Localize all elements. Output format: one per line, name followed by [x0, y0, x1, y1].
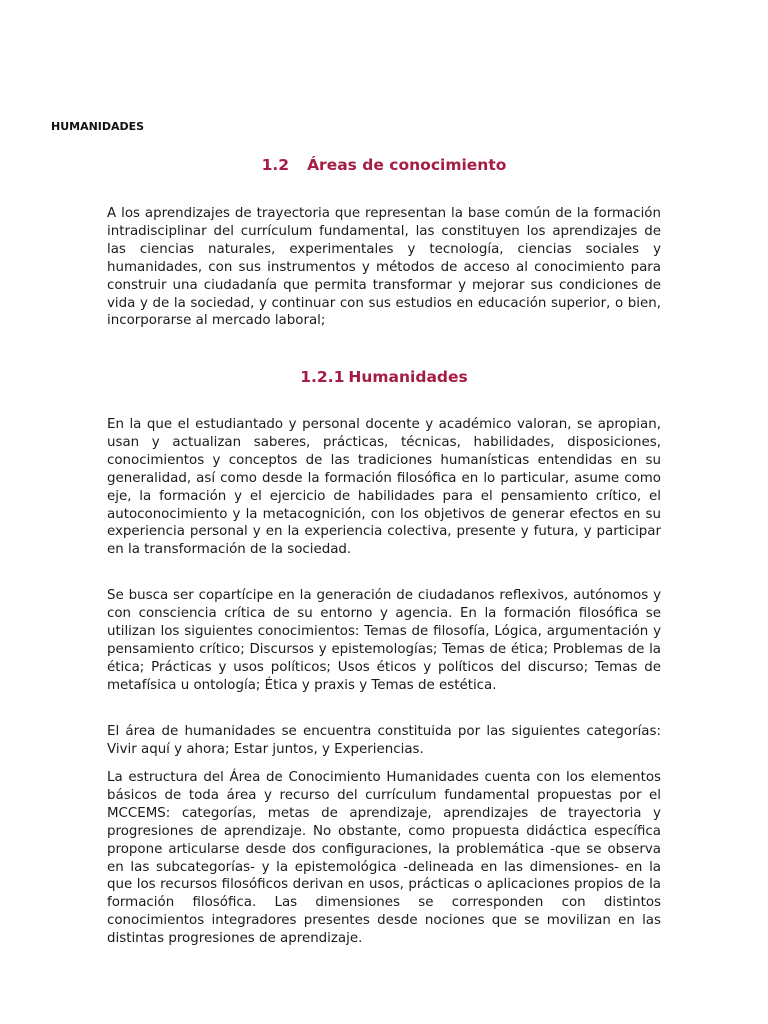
body-paragraph: En la que el estudiantado y personal docente y académico valoran, se apropian, usan y actualizan saberes, prácticas, técnicas, habilidades, disposiciones, conocimientos y conceptos de las tradiciones humanísticas entendidas en su generalidad, así como desde la formación filosófica en lo particular, asume como eje, la formación y el ejercicio de habilidades para el pensamiento crítico, el autoconocimiento y la metacognición, con los objetivos de generar efectos en su experiencia personal y en la experiencia colectiva, presente y futura, y participar en la transformación de la sociedad.: [107, 417, 661, 558]
section-number: 1.2: [261, 156, 290, 174]
section-intro-paragraph: A los aprendizajes de trayectoria que representan la base común de la formación intradisciplinar del currículum fundamental, las constituyen los aprendizajes de las ciencias naturales, experimentales y tecnología, ciencias sociales y humanidades, con sus instrumentos y métodos de acceso al conocimiento para construir una ciudadanía que permita transformar y mejorar sus condiciones de vida y de la sociedad, y continuar con sus estudios en educación superior, o bien, incorporarse al mercado laboral;: [107, 206, 661, 329]
subsection-heading: [0, 368, 768, 386]
section-heading: [0, 156, 768, 174]
body-paragraph: Se busca ser copartícipe en la generación de ciudadanos reflexivos, autónomos y con consciencia crítica de su entorno y agencia. En la formación filosófica se utilizan los siguientes conocimientos: Temas de filosofía, Lógica, argumentación y pensamiento crítico; Discursos y epistemologías; Temas de ética; Problemas de la ética; Prácticas y usos políticos; Usos éticos y políticos del discurso; Temas de metafísica u ontología; Ética y praxis y Temas de estética.: [107, 588, 661, 693]
running-header: HUMANIDADES: [51, 120, 145, 133]
subsection-title: Humanidades: [348, 368, 468, 386]
subsection-number: 1.2.1: [300, 368, 345, 386]
body-paragraph: El área de humanidades se encuentra constituida por las siguientes categorías: Vivir aquí y ahora; Estar juntos, y Experiencias.: [107, 724, 661, 757]
section-title: Áreas de conocimiento: [307, 156, 507, 174]
body-paragraph: La estructura del Área de Conocimiento Humanidades cuenta con los elementos básicos de toda área y recurso del currículum fundamental propuestas por el MCCEMS: categorías, metas de aprendizaje, aprendizajes de trayectoria y progresiones de aprendizaje. No obstante, como propuesta didáctica específica propone articularse desde dos configuraciones, la problemática -que se observa en las subcategorías- y la epistemológica -delineada en las dimensiones- en la que los recursos filosóficos derivan en usos, prácticas o aplicaciones propios de la formación filosófica. Las dimensiones se corresponden con distintos conocimientos integradores presentes desde nociones que se movilizan en las distintas progresiones de aprendizaje.: [107, 770, 661, 947]
